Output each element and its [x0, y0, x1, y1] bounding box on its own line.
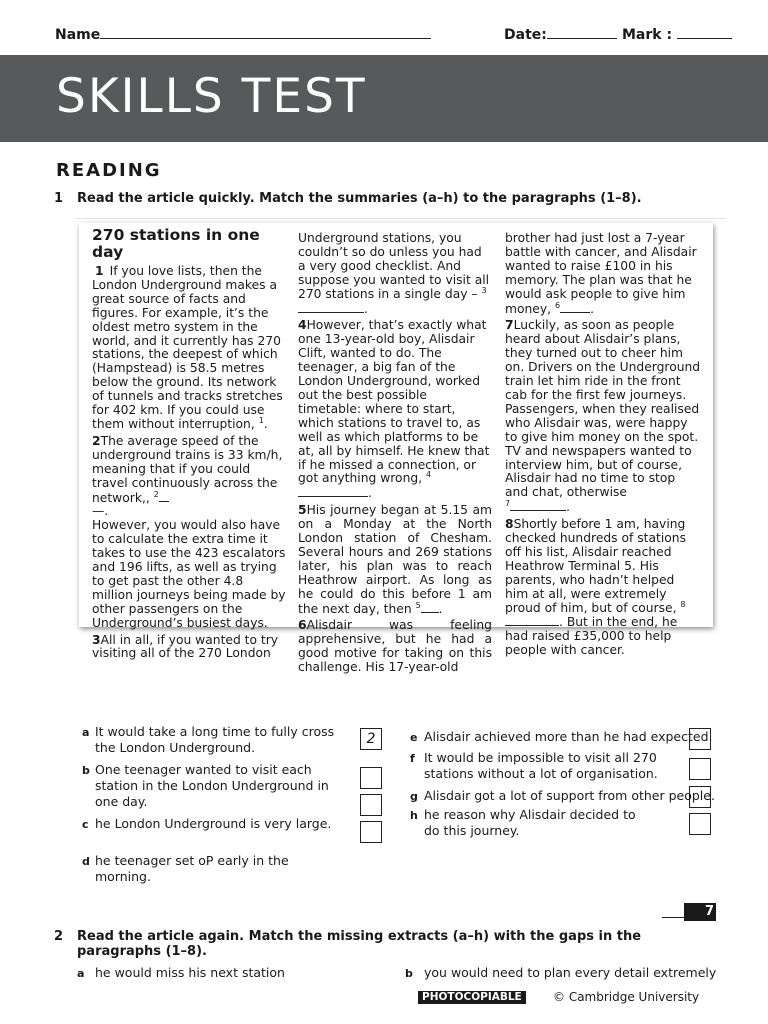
- answer-box-c[interactable]: [360, 794, 382, 816]
- answer-box-g[interactable]: [689, 786, 711, 808]
- article-column-2: [298, 232, 492, 675]
- mark-label: Mark :: [622, 27, 673, 43]
- paragraph-3-start: 3All in all, if you wanted to try visiting all of the 270 London: [92, 632, 279, 661]
- extract-a: a he would miss his next station: [77, 965, 285, 980]
- answer-gap[interactable]: [560, 302, 590, 313]
- paragraph-1: 1 If you love lists, then the London Underground makes a great source of facts and figures. For example, it’s the oldest metro system in the world, and it currently has 270 stations, the deepest of which (Hampstead) is 58.5 metres below the ground. Its network of tunnels and tracks stretches for 402 km. If you could use them without interruption, $^1$.: [92, 264, 283, 431]
- date-field[interactable]: [504, 24, 617, 43]
- answer-box-d[interactable]: [360, 821, 382, 843]
- paragraph-6-cont: brother had just lost a 7-year battle with cancer, and Alisdair wanted to raise £100 in his memory. The plan was that he would ask people to give him money, $^6$ .: [505, 231, 697, 316]
- name-line: [100, 24, 431, 39]
- paragraph-number: 1: [95, 264, 104, 278]
- paragraph-3-cont: Underground stations, you couldn’t so do unless you had a very good checklist. And suppose you wanted to visit all 270 stations in a single day – $^3$.: [298, 231, 490, 316]
- paragraph-number: 4: [298, 318, 307, 333]
- summary-g: g Alisdair got a lot of support from other people.: [410, 788, 715, 803]
- paragraph-2: 2The average speed of the underground trains is 33 km/h, meaning that if you could travel continuously across the network,, $^2$: [92, 433, 283, 505]
- paragraph-number: 7: [505, 318, 514, 333]
- article-column-3: [505, 232, 701, 658]
- photocopiable-badge: PHOTOCOPIABLE: [418, 991, 526, 1004]
- answer-box-b[interactable]: [360, 767, 382, 789]
- paragraph-4: 4However, that’s exactly what one 13-year-old boy, Alisdair Clift, wanted to do. The teenager, a big fan of the London Underground, worked out the best possible timetable: where to start, which stations to travel to, as well as which platforms to be at, all by himself. He knew that if he missed a connection, or got anything wrong, $^4$.: [298, 318, 490, 501]
- title-banner: [0, 55, 768, 142]
- answer-box-h[interactable]: [689, 813, 711, 835]
- paragraph-8: 8Shortly before 1 am, having checked hundreds of stations off his list, Alisdair reached Heathrow Terminal 5. His parents, who hadn’t helped him at all, were extremely proud of him, but of course, $^8$. But in the end, he had raised £35,000 to help people with cancer.: [505, 517, 686, 658]
- divider: [76, 218, 726, 219]
- paragraph-number: 3: [92, 632, 101, 647]
- summary-d: d he teenager set oP early in the morning.: [82, 853, 289, 884]
- question-2-number: 2: [54, 929, 64, 944]
- answer-box-e[interactable]: [689, 728, 711, 750]
- answer-gap[interactable]: [298, 486, 368, 497]
- question-1-number: 1: [54, 191, 64, 206]
- paragraph-number: 8: [505, 517, 514, 532]
- answer-gap[interactable]: [298, 302, 364, 313]
- page-number: 7: [684, 903, 716, 921]
- mark-line: [677, 24, 732, 39]
- paragraph-number: 6: [298, 618, 307, 633]
- copyright-text: © Cambridge University: [553, 990, 700, 1004]
- summary-a: a It would take a long time to fully cross the London Underground.: [82, 724, 335, 755]
- gap-7: $^7$ .: [505, 499, 571, 515]
- section-title: READING: [56, 160, 162, 181]
- paragraph-5: 5His journey began at 5.15 am on a Monday at the North London station of Chesham. Several hours and 269 stations later, his plan was to reach Heathrow airport. As long as he could do this before 1 am the next day, then $^5$ .: [298, 503, 492, 616]
- paragraph-6-start: 6Alisdair was feeling apprehensive, but he had a good motive for taking on this challenge. His 17-year-old: [298, 618, 492, 675]
- extract-b: b you would need to plan every detail extremely: [405, 965, 717, 980]
- name-label: Name: [55, 27, 101, 43]
- paragraph-number: 2: [92, 433, 101, 448]
- answer-box-f[interactable]: [689, 758, 711, 780]
- gap-tail: —.: [92, 504, 109, 519]
- answer-gap[interactable]: [159, 491, 169, 502]
- mark-field[interactable]: [622, 24, 732, 43]
- summary-e: e Alisdair achieved more than he had expected.: [410, 729, 713, 744]
- paragraph-number: 5: [298, 503, 307, 518]
- question-2-instruction: Read the article again. Match the missing extracts (a–h) with the gaps in the paragraphs (1–8).: [77, 929, 642, 959]
- name-field[interactable]: [55, 24, 431, 43]
- article-column-1: [92, 227, 286, 661]
- summary-b: b One teenager wanted to visit each station in the London Underground in one day.: [82, 762, 329, 809]
- paragraph-7: 7Luckily, as soon as people heard about Alisdair’s plans, they turned out to cheer him on. Drivers on the Underground train let him ride in the front cab for the first few journeys. Passengers, when they realised who Alisdair was, were happy to give him money on the spot. TV and newspapers wanted to interview him, but of course, Alisdair had no time to stop and chat, otherwise: [505, 318, 701, 500]
- question-1-instruction: Read the article quickly. Match the summaries (a–h) to the paragraphs (1–8).: [77, 191, 642, 206]
- summary-h: h he reason why Alisdair decided to do this journey.: [410, 807, 636, 838]
- article-title: 270 stations in one day: [92, 226, 260, 261]
- answer-gap[interactable]: [421, 602, 439, 613]
- date-label: Date:: [504, 27, 547, 43]
- answer-gap[interactable]: [510, 500, 566, 511]
- answer-box-a[interactable]: 2: [360, 728, 382, 750]
- summary-f: f It would be impossible to visit all 270 stations without a lot of organisation.: [410, 750, 658, 781]
- page-title: SKILLS TEST: [56, 69, 367, 124]
- page-number-rule: [662, 917, 684, 918]
- answer-gap[interactable]: [505, 615, 559, 626]
- paragraph-2b: However, you would also have to calculate the extra time it takes to use the 423 escalators and 196 lifts, as well as trying to get past the other 4.8 million journeys being made by other passengers on the Underground’s busiest days.: [92, 518, 286, 630]
- summary-c: c he London Underground is very large.: [82, 816, 332, 831]
- date-line: [547, 24, 617, 39]
